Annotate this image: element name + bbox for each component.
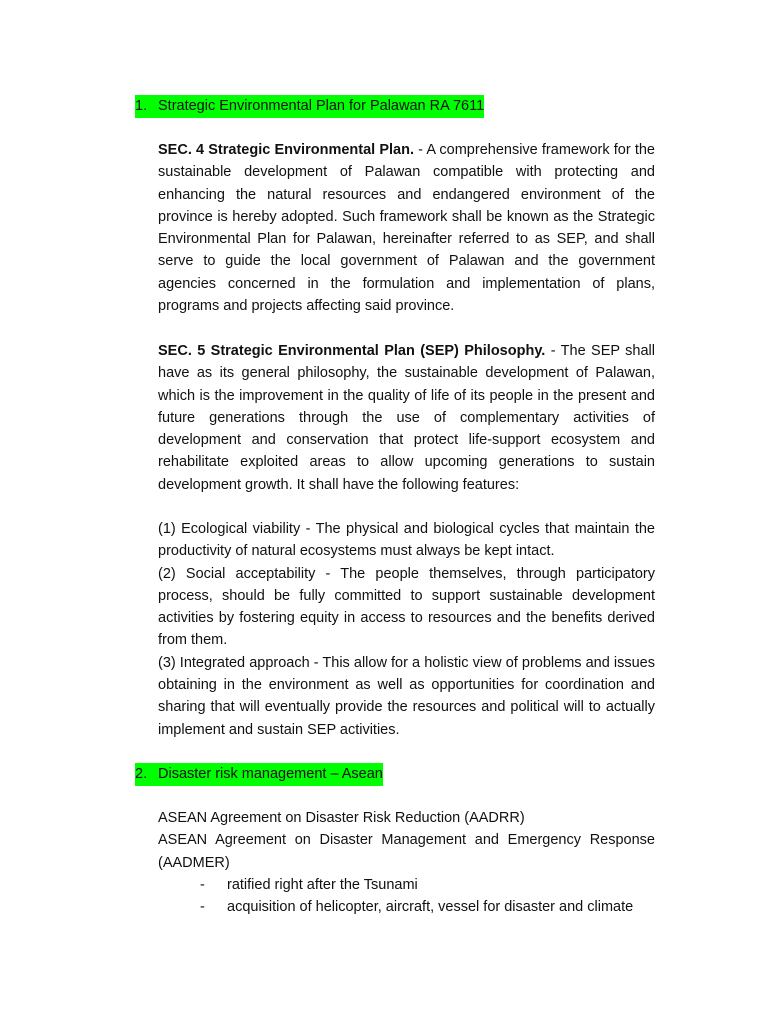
section-number: 2.: [135, 766, 148, 782]
sec4-heading: SEC. 4 Strategic Environmental Plan.: [158, 142, 414, 158]
section-title: Strategic Environmental Plan for Palawan RA 7611: [158, 98, 485, 114]
section-title: Disaster risk management – Asean: [158, 766, 383, 782]
asean-agreements: [158, 807, 655, 874]
bullet-marker: -: [200, 877, 205, 893]
bullet-marker: -: [200, 899, 205, 915]
features-list: [158, 518, 655, 741]
bullet-text: acquisition of helicopter, aircraft, vessel for disaster and climate: [227, 899, 634, 915]
list-item: [200, 896, 655, 918]
aadrr-line: ASEAN Agreement on Disaster Risk Reduction (AADRR): [158, 810, 525, 826]
aadmer-line: ASEAN Agreement on Disaster Management and Emergency Response (AADMER): [158, 832, 655, 871]
feature-item: (2) Social acceptability - The people themselves, through participatory process, should be fully committed to support sustainable development activities by fostering equity in access to resources and the benefits derived from them.: [158, 565, 655, 649]
sec5-body: - The SEP shall have as its general philosophy, the sustainable development of Palawan, which is the improvement in the quality of life of its people in the present and future generations through the use of complementary activities of development and conservation that protect life-support ecosystem and rehabilitate exploited areas to allow upcoming generations to sustain development growth. It shall have the following features:: [158, 343, 655, 493]
list-item: [200, 874, 655, 896]
section-heading-1: [135, 95, 484, 118]
section-number: 1.: [135, 98, 148, 114]
sec5-paragraph: [158, 340, 655, 496]
bullet-text: ratified right after the Tsunami: [227, 877, 418, 893]
section-heading-2: [135, 763, 383, 786]
sec4-paragraph: [158, 139, 655, 317]
sec5-heading: SEC. 5 Strategic Environmental Plan (SEP) Philosophy.: [158, 343, 546, 359]
sec4-body: - A comprehensive framework for the sustainable development of Palawan compatible with protecting and enhancing the natural resources and endangered environment of the province is hereby adopted. Such framework shall be known as the Strategic Environmental Plan for Palawan, hereinafter referred to as SEP, and shall serve to guide the local government of Palawan and the government agencies concerned in the formulation and implementation of plans, programs and projects affecting said province.: [158, 142, 655, 315]
feature-item: (3) Integrated approach - This allow for a holistic view of problems and issues obtaining in the environment as well as opportunities for coordination and sharing that will eventually provide the resources and political will to actually implement and sustain SEP activities.: [158, 654, 655, 738]
feature-item: (1) Ecological viability - The physical and biological cycles that maintain the productivity of natural ecosystems must always be kept intact.: [158, 521, 655, 560]
